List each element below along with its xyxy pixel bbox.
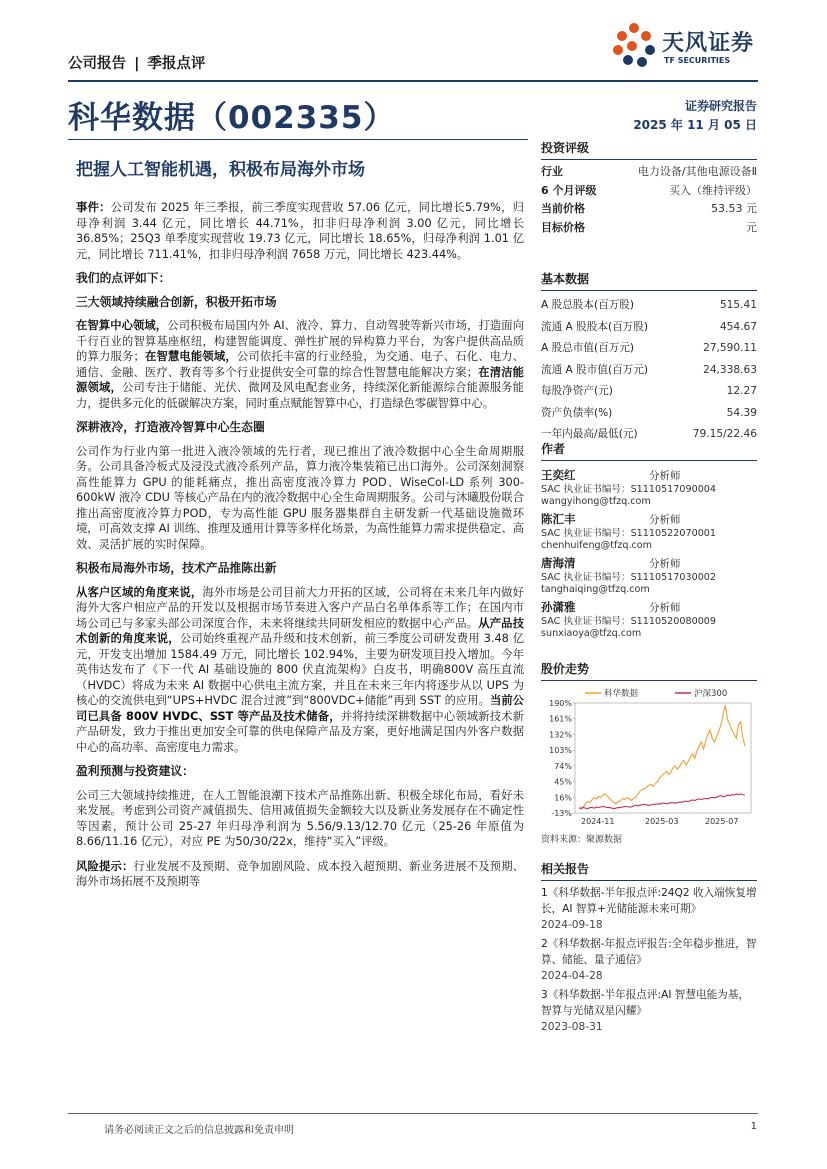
y-tick-label: 190%: [549, 699, 572, 708]
stock-chart-title: 股价走势: [541, 660, 757, 681]
author-name: 唐海清: [541, 556, 576, 570]
author-role: 分析师: [649, 514, 681, 526]
stock-chart-box: [541, 660, 757, 845]
price-label: 当前价格: [541, 202, 585, 215]
related-item-date: 2024-04-28: [541, 970, 603, 982]
s3-bold-2: 从产品技术创新的角度来说，: [76, 616, 524, 645]
target-value: 元: [746, 220, 757, 234]
s3-text-1: 海外市场是公司目前大力开拓的区域，公司将在未来几年内做好海外大客户相应产品的开发以及根据市场节奏进入客户产品白名单体系等工作；在国内市场公司已与多家头部公司深度合作，未来将继续共同研发相应的数据中心产品。: [76, 585, 524, 630]
main-content: [76, 200, 524, 899]
s1-text-2: 公司依托丰富的行业经验，为交通、电子、石化、电力、通信、金融、医疗、教育等多个行业提供安全可靠的综合性智慧电能解决方案；: [76, 350, 524, 379]
stock-price-chart: [541, 681, 757, 829]
author-email[interactable]: tanghaiqing@tfzq.com: [541, 584, 650, 595]
row-label: A 股总股本(百万股): [541, 299, 635, 311]
risk-text: 行业发展不及预期、竞争加剧风险、成本投入超预期、新业务进展不及预期、海外市场拓展不及预期等: [76, 859, 524, 888]
table-row: [541, 403, 757, 425]
row-value: 54.39: [726, 406, 757, 419]
target-label: 目标价格: [541, 220, 585, 234]
series-line-index: [579, 794, 745, 809]
table-row: [541, 360, 757, 382]
section-1-heading: 三大领域持续融合创新，积极开拓市场: [76, 294, 277, 309]
row-label: 流通 A 股市值(百万元): [541, 363, 648, 376]
s3-bold-1: 从客户区域的角度来说，: [76, 585, 203, 599]
report-date: 2025 年 11 月 05 日: [633, 118, 757, 132]
row-value: 27,590.11: [703, 342, 757, 354]
logo-english-name: TF SECURITIES: [664, 56, 731, 65]
basic-data-title: 基本数据: [541, 270, 757, 291]
s1-bold-3: 在清洁能源领域，: [76, 365, 524, 394]
related-reports-box: [541, 860, 757, 1035]
y-tick-label: -13%: [551, 809, 572, 818]
report-subkind: 季报点评: [147, 56, 206, 72]
row-value: 454.67: [719, 320, 757, 333]
author-name: 陈汇丰: [541, 512, 576, 526]
header-divider: [68, 80, 758, 82]
row-value: 12.27: [726, 385, 757, 397]
related-item[interactable]: [541, 936, 757, 984]
author-cert: SAC 执业证书编号：S1110517030002: [541, 572, 717, 583]
related-item-text[interactable]: 1《科华数据-半年报点评:24Q2 收入端恢复增长，AI 智算+光储能源未来可期》: [541, 887, 757, 915]
rating-label: 6 个月评级: [541, 183, 597, 197]
row-label: 每股净资产(元): [541, 385, 613, 397]
y-tick-label: 45%: [554, 777, 572, 787]
table-row: [541, 295, 757, 317]
price-row: [541, 200, 757, 219]
page-number: 1: [750, 1121, 757, 1132]
header-separator: |: [134, 56, 140, 72]
row-value: 79.15/22.46: [692, 428, 757, 440]
related-item-text[interactable]: 2《科华数据-年报点评报告:全年稳步推进，智算、储能、量子通信》: [541, 938, 757, 966]
chart-source: 资料来源：聚源数据: [541, 835, 623, 845]
y-tick-label: 132%: [549, 730, 572, 740]
related-item[interactable]: [541, 987, 757, 1035]
report-category: [68, 52, 205, 73]
footer-disclaimer: 请务必阅读正文之后的信息披露和免责申明: [104, 1125, 294, 1136]
risk-label: 风险提示：: [76, 859, 134, 873]
y-tick-label: 103%: [549, 746, 572, 756]
rating-row: [541, 182, 757, 201]
table-row: [541, 317, 757, 339]
target-row: [541, 219, 757, 238]
series-line-company: [579, 705, 745, 809]
x-tick-label: 2025-07: [705, 817, 739, 826]
author-entry: [541, 467, 757, 508]
logo-dots-icon: [610, 20, 660, 72]
price-value: 53.53 元: [711, 202, 757, 215]
report-kind: 公司报告: [68, 56, 126, 72]
author-role: 分析师: [649, 602, 681, 614]
author-entry: [541, 555, 757, 596]
section-3-heading: 积极布局海外市场，技术产品推陈出新: [76, 561, 277, 575]
s1-bold-2: 在智慧电能领域，: [144, 350, 237, 363]
y-tick-label: 74%: [554, 761, 572, 771]
author-email[interactable]: chenhuifeng@tfzq.com: [541, 540, 653, 551]
x-tick-label: 2025-03: [645, 817, 679, 826]
related-item-date: 2024-09-18: [541, 919, 603, 931]
report-type: 证券研究报告: [684, 99, 757, 113]
related-item-text[interactable]: 3《科华数据-半年报点评:AI 智慧电能为基，智算与光储双星闪耀》: [541, 989, 749, 1017]
s1-text-3: 公司专注于储能、光伏、微网及风电配套业务，持续深化新能源综合能源服务能力，提供多元化的低碳解决方案，同时重点赋能智算中心，打造绿色零碳智算中心。: [76, 381, 524, 410]
legend-label: 沪深300: [694, 689, 728, 699]
authors-box: [541, 440, 757, 640]
rating-value: 买入（维持评级）: [669, 183, 757, 197]
table-row: [541, 381, 757, 403]
legend-label: 科华数据: [604, 689, 639, 699]
s1-bold-1: 在智算中心领域，: [76, 319, 168, 332]
author-entry: [541, 599, 757, 640]
title-divider: [68, 139, 528, 140]
section-1-paragraph: [76, 318, 524, 411]
table-row: [541, 338, 757, 360]
row-label: 流通 A 股股本(百万股): [541, 320, 648, 333]
rating-box: [541, 139, 757, 237]
basic-data-table: [541, 295, 757, 446]
s1-text-1: 公司积极布局国内外 AI、液冷、算力、自动驾驶等新兴市场，打造面向千行百业的智算基座枢纽，构建智能调度、弹性扩展的异构算力平台，为客户提供高品质的算力服务；: [76, 319, 524, 363]
section-3-paragraph: [76, 585, 524, 756]
related-item[interactable]: [541, 885, 757, 933]
author-cert: SAC 执业证书编号：S1110522070001: [541, 528, 717, 539]
row-value: 515.41: [719, 299, 757, 311]
industry-value: 电力设备/其他电源设备Ⅱ: [637, 165, 757, 178]
row-label: 资产负债率(%): [541, 406, 613, 419]
author-cert: SAC 执业证书编号：S1110517090004: [541, 484, 717, 495]
company-title: 科华数据（002335）: [68, 100, 396, 136]
x-tick-label: 2024-11: [581, 817, 615, 826]
risk-paragraph: [76, 859, 524, 890]
report-headline: 把握人工智能机遇，积极布局海外市场: [76, 160, 365, 180]
industry-label: 行业: [541, 165, 563, 178]
author-entry: [541, 511, 757, 552]
author-email[interactable]: sunxiaoya@tfzq.com: [541, 628, 642, 639]
comment-heading: 我们的点评如下：: [76, 271, 171, 285]
footer-divider: [68, 1113, 758, 1114]
section-2-paragraph: 公司作为行业内第一批进入液冷领域的先行者，现已推出了液冷数据中心全生命周期服务。公司具备冷板式及浸没式液冷系列产品，算力液冷集装箱已出口海外。公司深刻洞察高性能算力 GPU 的能耗痛点，推出高密度液冷算力 POD、WiseCol-LD 系列 300-600kW 液冷 CDU 等核心产品在内的液冷数据中心全生命周期服务。公司与沐曦股份联合推出高密度液冷算力POD，专为高性能 GPU 服务器集群自主研发新一代基础设施微环境，可高效支撑 AI 训练、推理及通用计算等多样化场景，为高性能算力需求提供稳定、高效、灵活扩展的实时保障。: [76, 444, 524, 551]
y-tick-label: 16%: [554, 793, 572, 803]
row-label: A 股总市值(百万元): [541, 342, 635, 354]
author-cert: SAC 执业证书编号：S1110520080009: [541, 616, 717, 627]
related-title: 相关报告: [541, 860, 757, 881]
s3-bold-3: 当前公司已具备 800V HVDC、SST 等产品及技术储备，: [76, 694, 524, 723]
author-role: 分析师: [649, 558, 681, 570]
logo-chinese-name: 天风证券: [662, 31, 755, 56]
industry-row: [541, 163, 757, 182]
event-label: 事件：: [76, 201, 111, 214]
basic-data-box: [541, 270, 757, 446]
s3-text-2: 公司始终重视产品升级和技术创新，前三季度公司研发费用 3.48 亿元，开发支出增加 1584.49 万元，同比增长 102.94%，主要为研发项目投入增加。今年英伟达发布了《下一代 AI 基础设施的 800 伏直流架构》白皮书，明确800V 高压直流（HVDC）将成为未来 AI 数据中心供电主流方案，并且在未来三年内将逐步从以 UPS 为核心的交流供电到“UPS+HVDC 混合过渡”到“800VDC+储能”再到 SST 的应用。: [76, 632, 524, 707]
s3-text-3: 并将持续深耕数据中心领域新技术新产品研发，致力于推出更加安全可靠的供电保障产品及方案，更好地满足国内外客户数据中心的高功率、高密度电力需求。: [76, 709, 524, 754]
y-tick-label: 161%: [549, 714, 572, 724]
section-2-heading: 深耕液冷，打造液冷智算中心生态圈: [76, 420, 265, 434]
rating-title: 投资评级: [541, 139, 757, 160]
author-name: 孙潇雅: [541, 600, 576, 614]
authors-title: 作者: [541, 440, 757, 461]
related-item-date: 2023-08-31: [541, 1021, 603, 1033]
event-text: 公司发布 2025 年三季报，前三季度实现营收 57.06 亿元，同比增长5.79%，归母净利润 3.44 亿元，同比增长 44.71%，扣非归母净利润 3.00 亿元，同比增长 36.85%；25Q3 单季度实现营收 19.73 亿元，同比增长 18.65%，归母净利润 1.01 亿元，同比增长 711.41%，扣非归母净利润 7658 万元，同比增长 423.44%。: [76, 201, 524, 261]
tf-securities-logo: [610, 20, 760, 72]
event-paragraph: [76, 200, 524, 262]
author-role: 分析师: [649, 470, 681, 482]
section-4-heading: 盈利预测与投资建议：: [76, 764, 194, 778]
section-4-paragraph: 公司三大领域持续推进，在人工智能浪潮下技术产品推陈出新、积极全球化布局，看好未来发展。考虑到公司资产减值损失、信用减值损失金额较大以及新业务发展存在不确定性等因素，预计公司 25-27 年归母净利润为 5.56/9.13/12.70 亿元（25-26 年原值为 8.66/11.16 亿元），对应 PE 为50/30/22x，维持“买入”评级。: [76, 788, 524, 848]
author-email[interactable]: wangyihong@tfzq.com: [541, 496, 651, 507]
row-value: 24,338.63: [703, 363, 757, 376]
row-label: 一年内最高/最低(元): [541, 428, 638, 440]
author-name: 王奕红: [541, 468, 576, 482]
